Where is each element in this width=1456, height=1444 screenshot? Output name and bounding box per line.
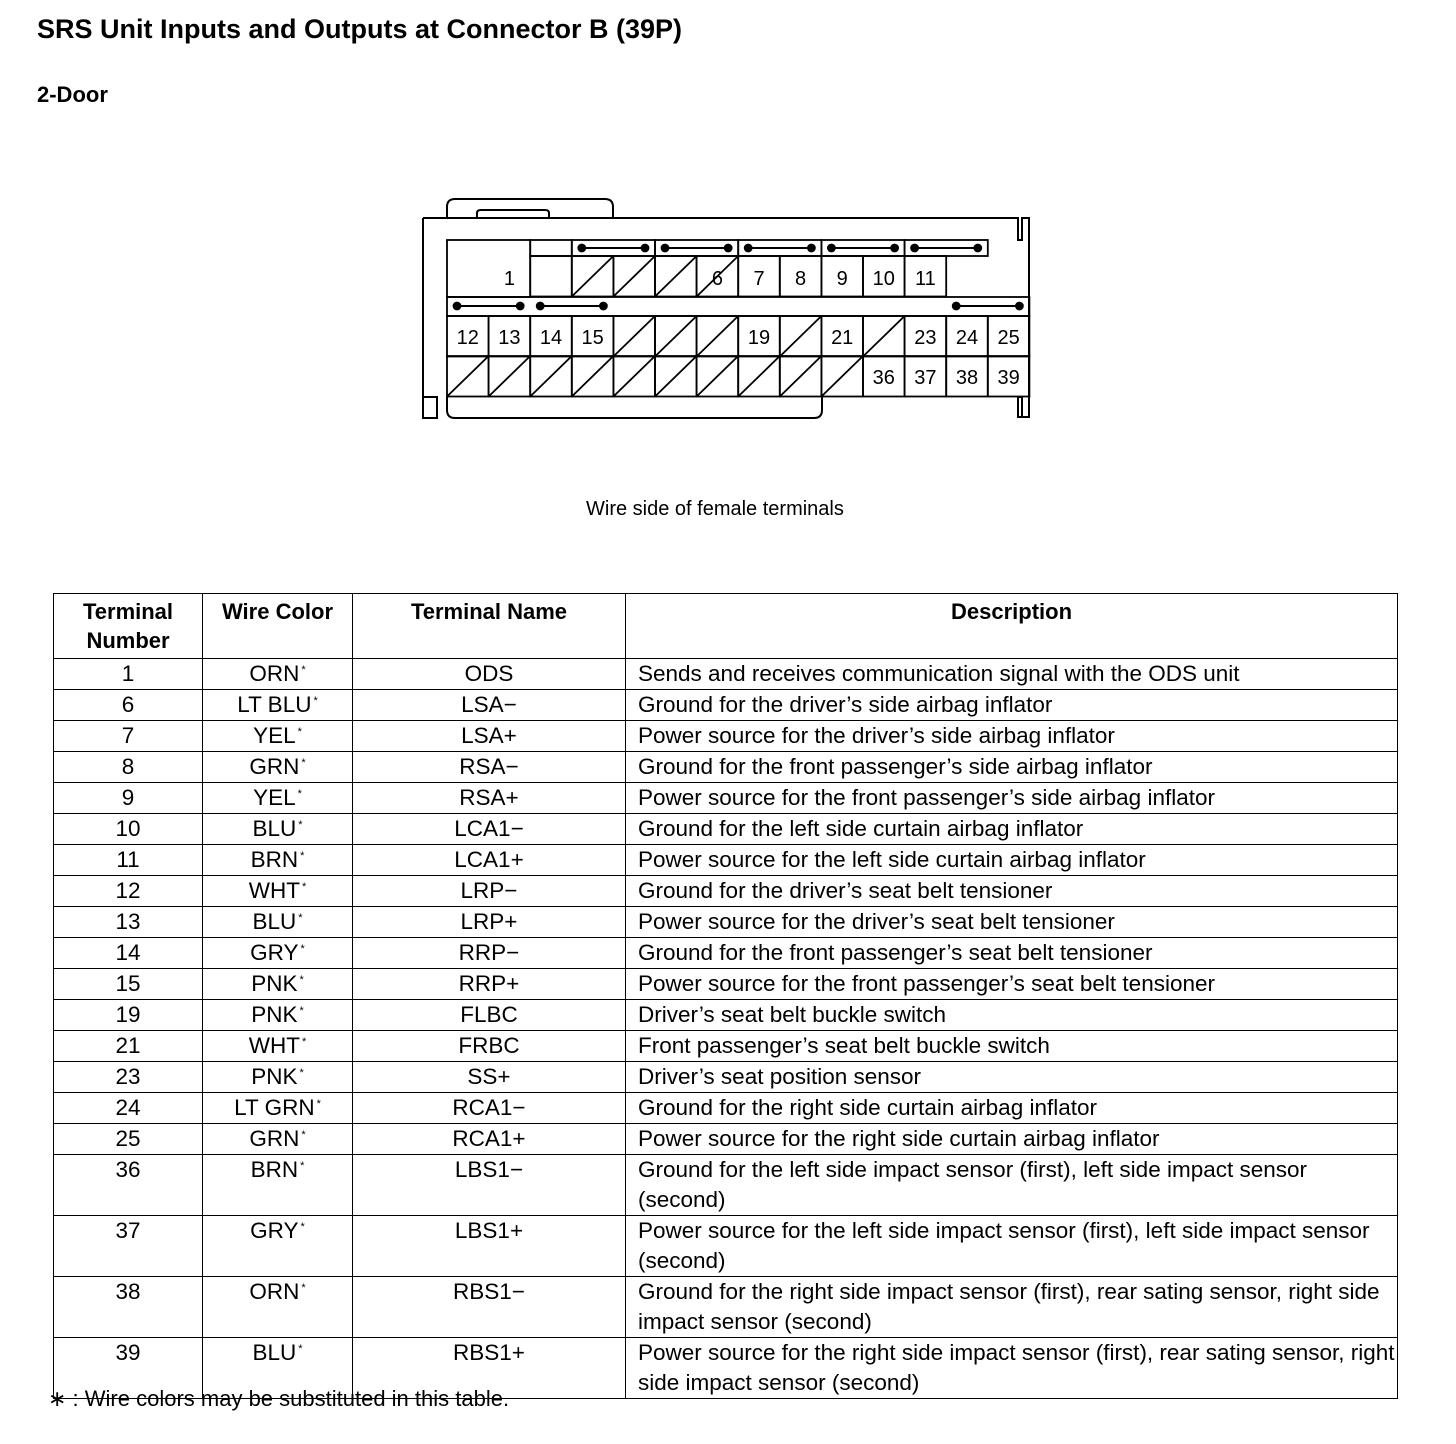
description: Front passenger’s seat belt buckle switch [626,1031,1398,1062]
terminal-label: 13 [498,327,521,349]
table-row [54,938,1398,969]
table-row [54,907,1398,938]
wire-color: BLU [252,816,297,841]
terminal-label: 11 [915,268,936,290]
terminal-label: 19 [747,327,771,349]
plugged-cavity [863,316,905,357]
wire-color: BLU [252,909,297,934]
terminal-number: 25 [54,1124,203,1155]
table-row [54,659,1398,690]
terminal-name: SS+ [353,1062,626,1093]
header-wire-color: Wire Color [203,594,353,659]
asterisk: * [301,664,306,676]
terminal-name: LRP+ [353,907,626,938]
wire-color-cell [203,1093,353,1124]
table-row [54,1277,1398,1338]
wire-color: WHT [248,1033,300,1058]
wire-color-cell [203,690,353,721]
terminal-name: RBS1− [353,1277,626,1338]
terminal-number: 6 [54,690,203,721]
wire-color: ORN [249,661,300,686]
shorting-bar [662,245,732,252]
wire-color: GRY [250,1218,299,1243]
terminal-number: 24 [54,1093,203,1124]
terminal-number: 7 [54,721,203,752]
wire-color-cell [203,814,353,845]
description: Ground for the left side curtain airbag inflator [626,814,1398,845]
wire-color-cell [203,1062,353,1093]
description: Ground for the right side curtain airbag inflator [626,1093,1398,1124]
terminal-name: RSA− [353,752,626,783]
terminal-name: FRBC [353,1031,626,1062]
terminal-number: 14 [54,938,203,969]
plugged-cavity [572,356,614,397]
description: Power source for the front passenger’s seat belt tensioner [626,969,1398,1000]
plugged-cavity [613,356,655,397]
asterisk: * [298,819,303,831]
description: Driver’s seat belt buckle switch [626,1000,1398,1031]
wire-color-cell [203,659,353,690]
asterisk: * [316,1098,321,1110]
wire-color: YEL [253,723,296,748]
section-subtitle: 2-Door [37,82,108,107]
terminal-label: 15 [581,327,604,349]
table-row [54,721,1398,752]
terminal-number: 21 [54,1031,203,1062]
plugged-cavity [655,316,697,357]
terminal-number: 37 [54,1216,203,1277]
table-row [54,814,1398,845]
terminal-label: 24 [955,327,979,349]
terminal-number: 36 [54,1155,203,1216]
terminal-number: 39 [54,1338,203,1399]
table-row [54,1031,1398,1062]
plugged-cavity [530,356,572,397]
terminal-label: 25 [997,327,1020,349]
terminal-number: 10 [54,814,203,845]
wire-color-cell [203,1031,353,1062]
plugged-cavity [489,356,531,397]
terminal-label: 37 [914,367,937,389]
description: Ground for the driver’s side airbag inflator [626,690,1398,721]
terminal-name: FLBC [353,1000,626,1031]
footnote: ∗ : Wire colors may be substituted in this table. [48,1386,510,1411]
asterisk: * [300,943,305,955]
terminal-name: RRP− [353,938,626,969]
terminal-name: ODS [353,659,626,690]
table-row [54,876,1398,907]
description: Ground for the front passenger’s side airbag inflator [626,752,1398,783]
wire-color-cell [203,1216,353,1277]
wire-color: PNK [251,1002,298,1027]
plugged-cavity [655,356,697,397]
asterisk: * [299,1005,304,1017]
description: Ground for the right side impact sensor (first), rear sating sensor, right side impact sensor (second) [626,1277,1398,1338]
terminal-number: 9 [54,783,203,814]
terminal-name: RCA1− [353,1093,626,1124]
wire-color-cell [203,1155,353,1216]
wire-color-cell [203,783,353,814]
description: Ground for the front passenger’s seat belt tensioner [626,938,1398,969]
terminal-number: 13 [54,907,203,938]
asterisk: * [300,1221,305,1233]
terminal-label: 8 [795,268,807,290]
description: Power source for the right side impact sensor (first), rear sating sensor, right side impact sensor (second) [626,1338,1398,1399]
plugged-cavity [780,316,822,357]
terminal-label: 10 [872,268,895,290]
header-terminal-number: Terminal Number [54,594,203,659]
table-header-row [54,594,1398,659]
terminal-label: 21 [831,327,854,349]
shorting-bar [537,303,607,310]
wire-color-cell [203,752,353,783]
blank-cavity [447,240,530,297]
table-row [54,1000,1398,1031]
wire-color: GRN [249,1126,300,1151]
table-row [54,1216,1398,1277]
terminal-name: RSA+ [353,783,626,814]
wire-color: YEL [253,785,296,810]
plugged-cavity [572,256,614,297]
terminal-name: LCA1− [353,814,626,845]
page-title: SRS Unit Inputs and Outputs at Connector B (39P) [37,14,683,44]
asterisk: * [299,974,304,986]
asterisk: * [298,912,303,924]
terminal-number: 12 [54,876,203,907]
wire-color: BRN [250,1157,299,1182]
table-row [54,783,1398,814]
terminal-name: LSA− [353,690,626,721]
terminal-number: 23 [54,1062,203,1093]
wire-color: ORN [249,1279,300,1304]
table-row [54,752,1398,783]
plugged-cavity [697,356,739,397]
asterisk: * [298,1343,303,1355]
description: Sends and receives communication signal with the ODS unit [626,659,1398,690]
description: Ground for the left side impact sensor (first), left side impact sensor (second) [626,1155,1398,1216]
shorting-bar [953,303,1023,310]
terminal-label: 14 [539,327,563,349]
description: Ground for the driver’s seat belt tensioner [626,876,1398,907]
plugged-cavity [655,256,697,297]
table-row [54,969,1398,1000]
header-terminal-name: Terminal Name [353,594,626,659]
plugged-cavity [613,316,655,357]
shorting-bar [745,245,815,252]
wire-color: BLU [252,1340,297,1365]
table-row [54,845,1398,876]
table-row [54,1062,1398,1093]
asterisk: * [299,1067,304,1079]
table-row [54,1155,1398,1216]
terminal-label: 12 [456,327,479,349]
table-row [54,1124,1398,1155]
asterisk: * [301,1036,307,1048]
description: Power source for the right side curtain airbag inflator [626,1124,1398,1155]
terminal-label: 38 [955,367,979,389]
bar-strip [447,297,1029,316]
wire-color-cell [203,969,353,1000]
terminal-label: 39 [997,367,1020,389]
shorting-bar [454,303,524,310]
terminal-number: 8 [54,752,203,783]
terminal-label: 23 [914,327,937,349]
asterisk: * [297,726,302,738]
description: Driver’s seat position sensor [626,1062,1398,1093]
terminal-number: 15 [54,969,203,1000]
wire-color: PNK [251,971,298,996]
description: Power source for the left side impact sensor (first), left side impact sensor (second) [626,1216,1398,1277]
terminal-name: LBS1− [353,1155,626,1216]
asterisk: * [297,788,302,800]
plugged-cavity [613,256,655,297]
terminal-label: 9 [836,268,848,290]
wire-color-cell [203,1000,353,1031]
asterisk: * [300,1160,305,1172]
asterisk: * [313,695,318,707]
wire-color: GRN [249,754,300,779]
wire-color-cell [203,845,353,876]
bar-box [530,240,572,256]
connector-caption: Wire side of female terminals [586,498,844,520]
terminal-name: LBS1+ [353,1216,626,1277]
header-description: Description [626,594,1398,659]
terminal-name: RBS1+ [353,1338,626,1399]
plugged-cavity [780,356,822,397]
terminal-number: 19 [54,1000,203,1031]
wire-color: WHT [248,878,300,903]
wire-color-cell [203,907,353,938]
terminal-label: 7 [753,268,765,290]
wire-color: LT BLU [237,692,312,717]
terminal-label: 6 [711,268,723,290]
terminal-label: 36 [872,367,895,389]
terminal-name: LRP− [353,876,626,907]
terminal-number: 38 [54,1277,203,1338]
wire-color: PNK [251,1064,298,1089]
table-row [54,1093,1398,1124]
wire-color-cell [203,1277,353,1338]
shorting-bar [578,245,648,252]
cavity [530,256,572,297]
wire-color: GRY [250,940,299,965]
wire-color-cell [203,876,353,907]
plugged-cavity [738,356,780,397]
table-row [54,690,1398,721]
shorting-bar [828,245,898,252]
description: Power source for the front passenger’s side airbag inflator [626,783,1398,814]
asterisk: * [301,757,306,769]
asterisk: * [300,850,305,862]
terminal-name: RCA1+ [353,1124,626,1155]
terminal-table [53,593,1398,1399]
connector-diagram [0,0,1456,460]
asterisk: * [301,1282,306,1294]
asterisk: * [301,881,307,893]
shorting-bar [911,245,981,252]
plugged-cavity [697,316,739,357]
plugged-cavity [447,356,489,397]
description: Power source for the driver’s seat belt tensioner [626,907,1398,938]
wire-color-cell [203,1124,353,1155]
plugged-cavity [821,356,863,397]
description: Power source for the left side curtain airbag inflator [626,845,1398,876]
wire-color-cell [203,938,353,969]
terminal-name: LCA1+ [353,845,626,876]
terminal-number: 1 [54,659,203,690]
wire-color: LT GRN [234,1095,315,1120]
terminal-name: RRP+ [353,969,626,1000]
terminal-name: LSA+ [353,721,626,752]
wire-color-cell [203,721,353,752]
asterisk: * [301,1129,306,1141]
terminal-label: 1 [503,268,515,290]
terminal-number: 11 [54,845,203,876]
description: Power source for the driver’s side airbag inflator [626,721,1398,752]
wire-color: BRN [250,847,299,872]
